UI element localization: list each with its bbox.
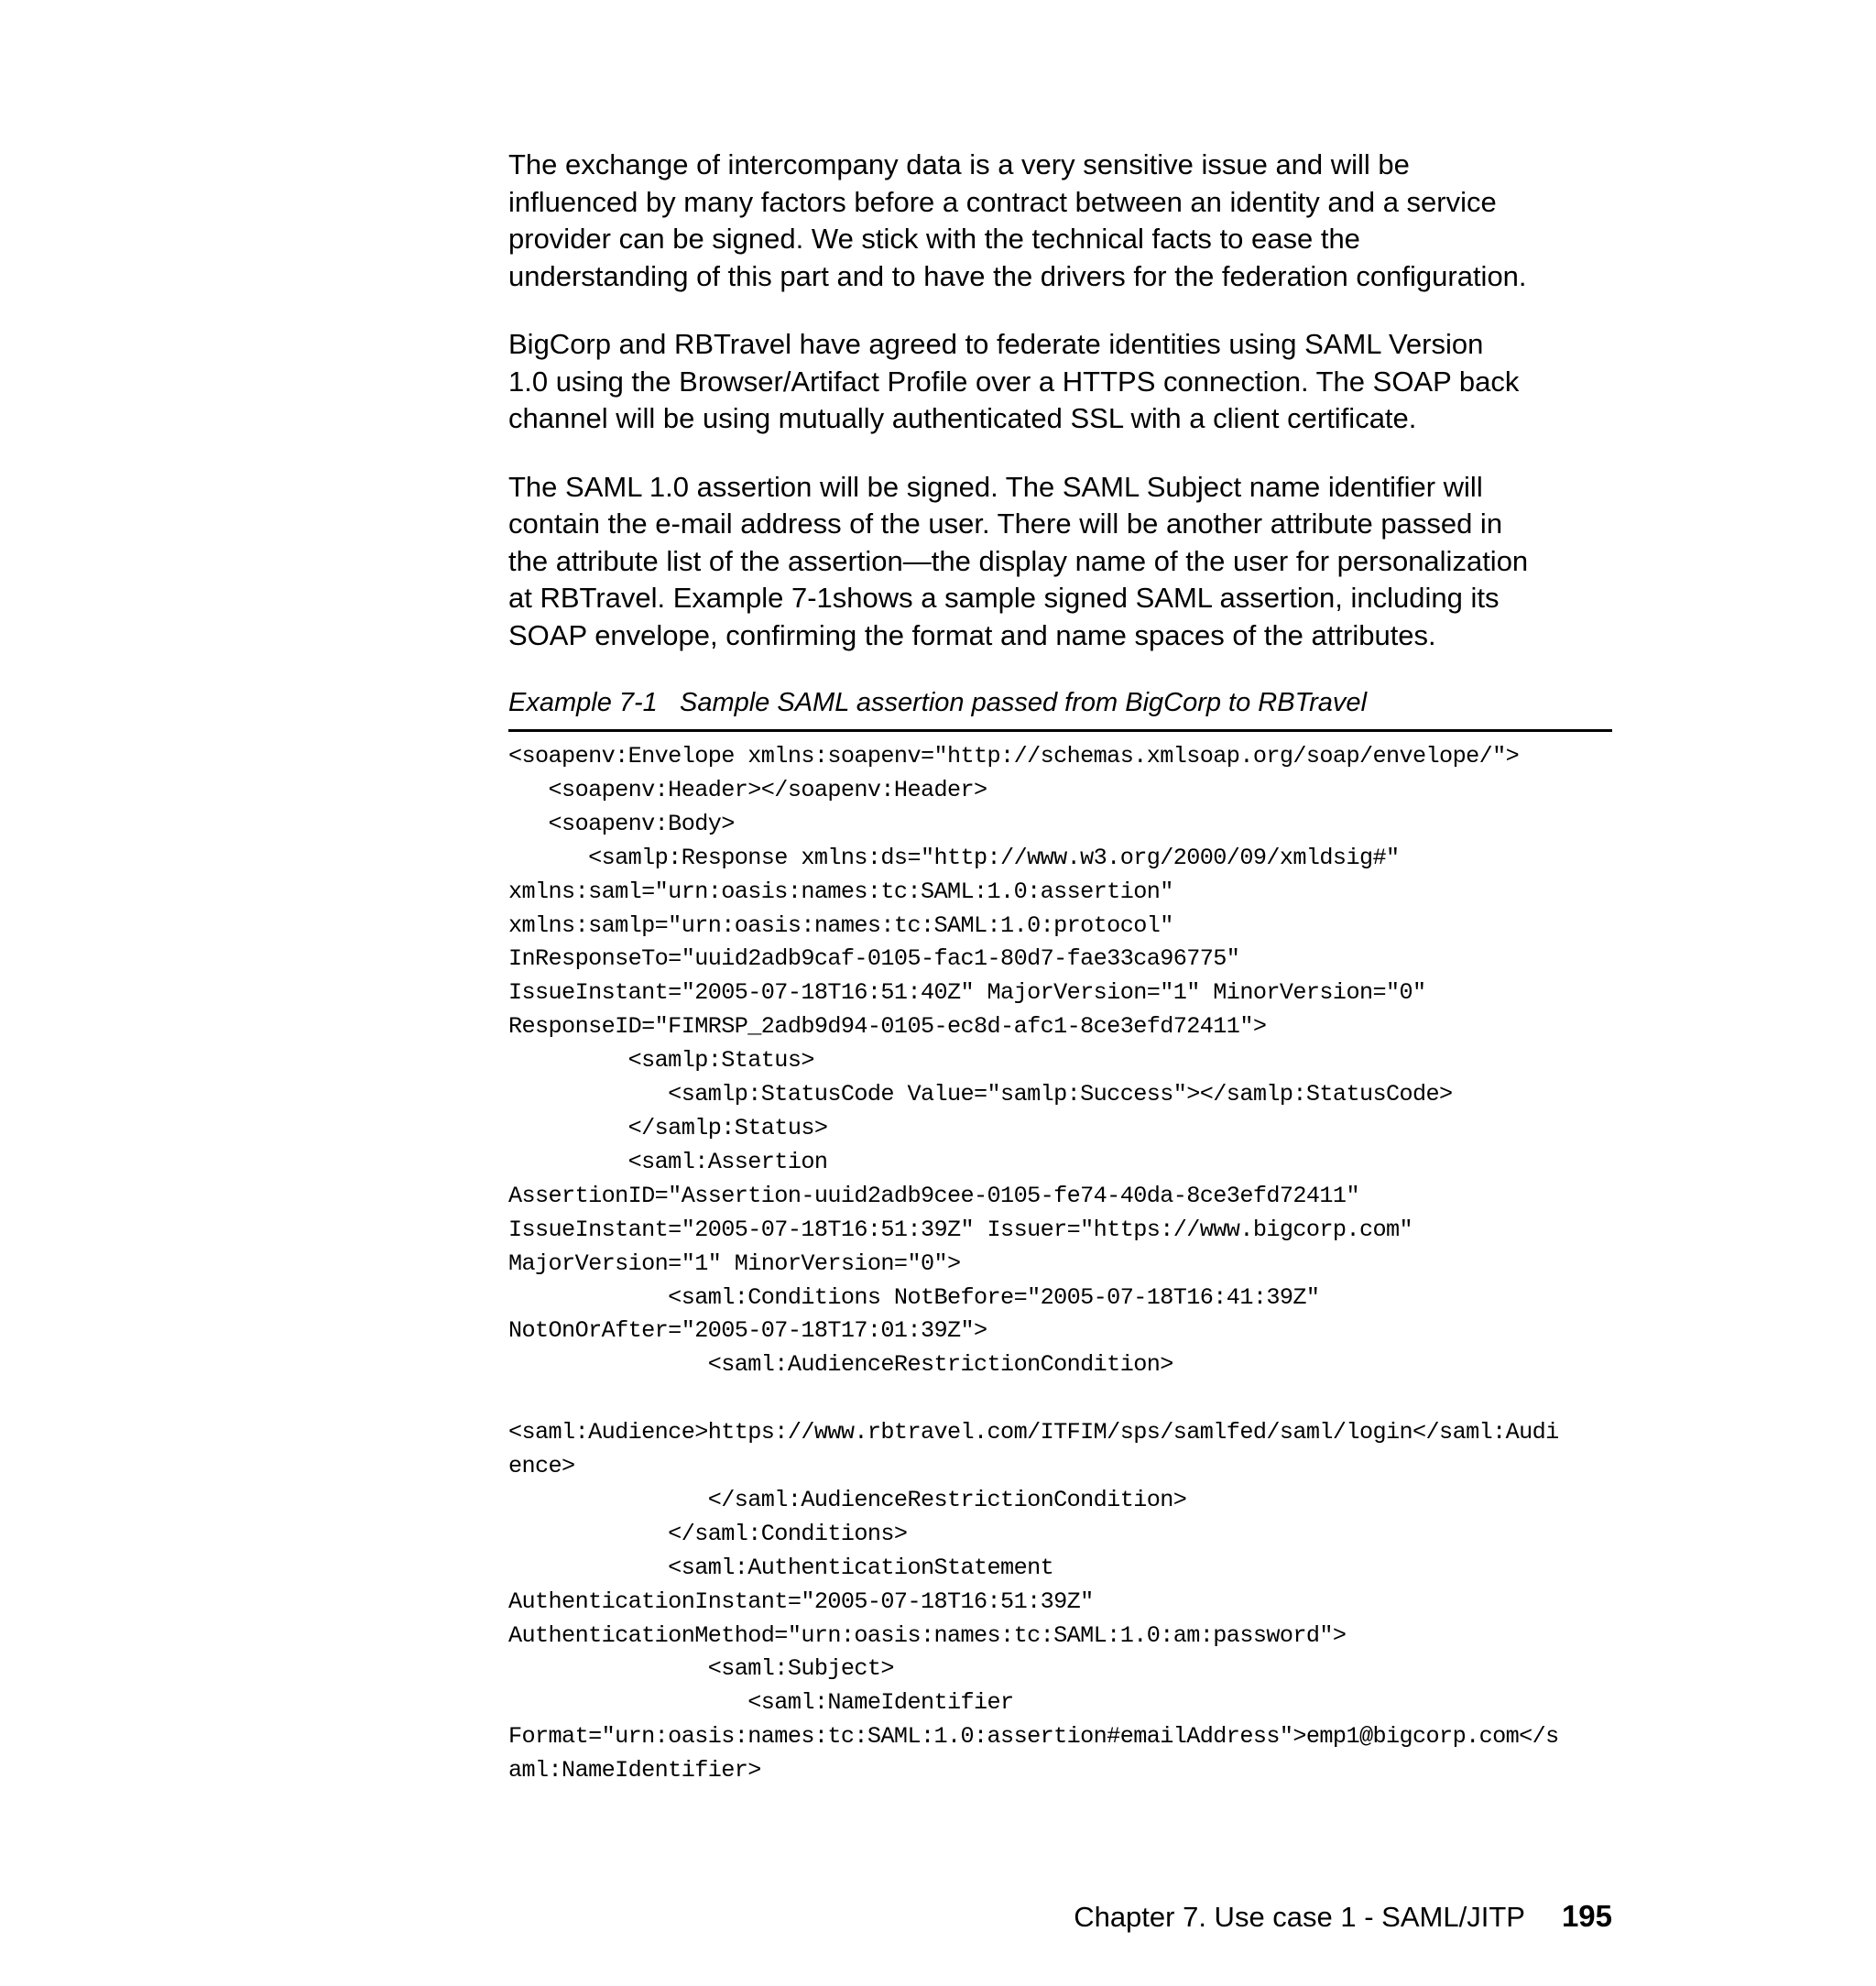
code-line: AssertionID="Assertion-uuid2adb9cee-0105-fe74-40da-8ce3efd72411" — [508, 1182, 1359, 1209]
code-line: <saml:AudienceRestrictionCondition> — [508, 1351, 1173, 1379]
code-line: </samlp:Status> — [508, 1114, 828, 1141]
code-line: aml:NameIdentifier> — [508, 1757, 761, 1784]
text-line: 1.0 using the Browser/Artifact Profile over a HTTPS connection. The SOAP back — [508, 365, 1520, 398]
chapter-title: Chapter 7. Use case 1 - SAML/JITP — [1074, 1901, 1525, 1933]
text-line: the attribute list of the assertion—the display name of the user for personalization — [508, 544, 1529, 577]
code-line: <samlp:StatusCode Value="samlp:Success"></samlp:StatusCode> — [508, 1081, 1453, 1108]
code-line: <saml:NameIdentifier — [508, 1689, 1014, 1717]
code-line: </saml:Conditions> — [508, 1520, 908, 1547]
paragraph-2 — [508, 326, 1612, 438]
text-line: channel will be using mutually authenticated SSL with a client certificate. — [508, 402, 1417, 434]
text-line: The exchange of intercompany data is a very sensitive issue and will be — [508, 148, 1410, 180]
code-line: <saml:Conditions NotBefore="2005-07-18T16:41:39Z" — [508, 1283, 1320, 1311]
text-line: at RBTravel. Example 7-1shows a sample signed SAML assertion, including its — [508, 582, 1500, 614]
code-line: AuthenticationMethod="urn:oasis:names:tc:SAML:1.0:am:password"> — [508, 1621, 1347, 1649]
code-line: <samlp:Status> — [508, 1047, 814, 1075]
text-line: influenced by many factors before a contract between an identity and a service — [508, 185, 1497, 218]
example-title: Sample SAML assertion passed from BigCorp to RBTravel — [679, 688, 1368, 717]
code-line: <samlp:Response xmlns:ds="http://www.w3.org/2000/09/xmldsig#" — [508, 844, 1400, 871]
text-line: understanding of this part and to have the drivers for the federation configuration. — [508, 259, 1527, 292]
code-line: <saml:Subject> — [508, 1655, 894, 1683]
paragraph-3 — [508, 469, 1612, 655]
page-footer — [1074, 1898, 1612, 1936]
text-line: BigCorp and RBTravel have agreed to federate identities using SAML Version — [508, 328, 1484, 360]
code-line: Format="urn:oasis:names:tc:SAML:1.0:assertion#emailAddress">emp1@bigcorp.com</s — [508, 1723, 1559, 1751]
code-line: <soapenv:Envelope xmlns:soapenv="http://schemas.xmlsoap.org/soap/envelope/"> — [508, 743, 1520, 769]
code-line: ence> — [508, 1453, 575, 1480]
code-line: xmlns:saml="urn:oasis:names:tc:SAML:1.0:assertion" — [508, 878, 1173, 905]
code-line: IssueInstant="2005-07-18T16:51:39Z" Issuer="https://www.bigcorp.com" — [508, 1216, 1413, 1243]
code-line: <soapenv:Header></soapenv:Header> — [508, 776, 987, 803]
code-line: xmlns:samlp="urn:oasis:names:tc:SAML:1.0:protocol" — [508, 911, 1173, 939]
code-line — [508, 1382, 1612, 1416]
text-line: provider can be signed. We stick with the technical facts to ease the — [508, 223, 1360, 255]
text-line: contain the e-mail address of the user. There will be another attribute passed in — [508, 507, 1503, 540]
code-line: <soapenv:Body> — [508, 810, 735, 837]
code-line: AuthenticationInstant="2005-07-18T16:51:39Z" — [508, 1588, 1094, 1615]
code-line: ResponseID="FIMRSP_2adb9d94-0105-ec8d-afc1-8ce3efd72411"> — [508, 1013, 1267, 1041]
code-line: IssueInstant="2005-07-18T16:51:40Z" MajorVersion="1" MinorVersion="0" — [508, 979, 1426, 1007]
code-line: InResponseTo="uuid2adb9caf-0105-fac1-80d7-fae33ca96775" — [508, 945, 1240, 973]
code-line: NotOnOrAfter="2005-07-18T17:01:39Z"> — [508, 1317, 987, 1345]
caption-rule — [508, 729, 1612, 732]
body-text — [508, 147, 1612, 654]
paragraph-1 — [508, 147, 1612, 295]
code-line: </saml:AudienceRestrictionCondition> — [508, 1486, 1187, 1513]
example-caption — [508, 685, 1612, 720]
code-line: MajorVersion="1" MinorVersion="0"> — [508, 1249, 961, 1277]
page-number: 195 — [1561, 1899, 1612, 1933]
code-line: <saml:AuthenticationStatement — [508, 1554, 1054, 1581]
code-line: <saml:Audience>https://www.rbtravel.com/ITFIM/sps/samlfed/saml/login</saml:Audi — [508, 1419, 1559, 1446]
code-line: <saml:Assertion — [508, 1148, 828, 1175]
text-line: SOAP envelope, confirming the format and name spaces of the attributes. — [508, 618, 1436, 651]
text-line: The SAML 1.0 assertion will be signed. The SAML Subject name identifier will — [508, 470, 1483, 503]
example-label: Example 7-1 — [508, 688, 658, 717]
code-listing — [508, 740, 1612, 1788]
